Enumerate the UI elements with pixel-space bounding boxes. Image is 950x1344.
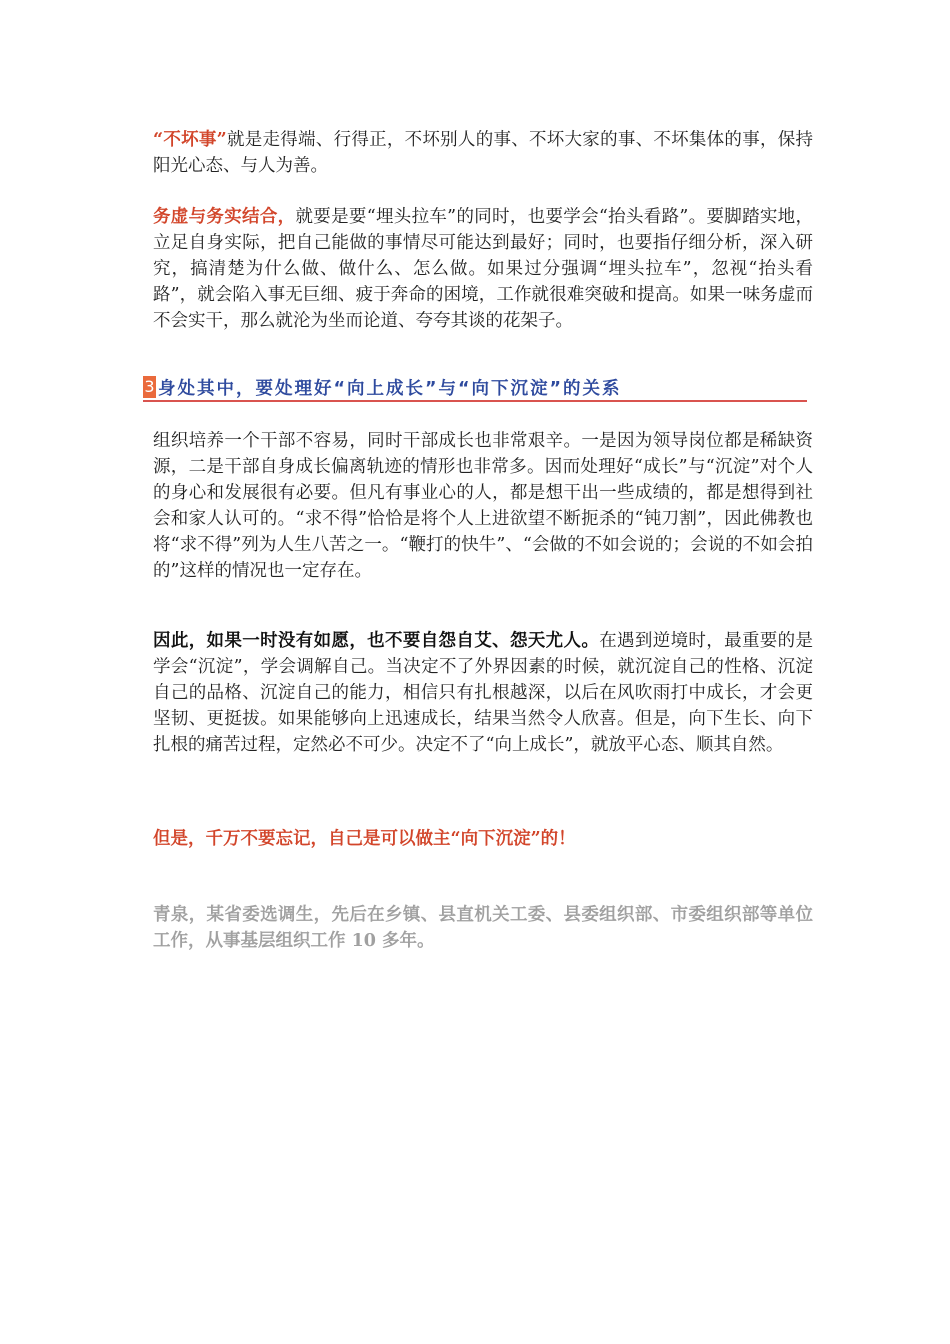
author-bio: [153, 902, 813, 954]
paragraph-lead: 务虚与务实结合，: [153, 207, 296, 227]
paragraph-bu-huai-shi: [153, 127, 813, 179]
section-number-badge: 3: [144, 377, 155, 396]
paragraph-body: 在遇到逆境时，最重要的是学会“沉淀”，学会调解自己。当决定不了外界因素的时候，就沉淀自己的性格、沉淀自己的品格、沉淀自己的能力，相信只有扎根越深，以后在风吹雨打中成长，才会更坚韧、更挺拔。如果能够向上迅速成长，结果当然令人欣喜。但是，向下生长、向下扎根的痛苦过程，定然必不可少。决定不了“向上成长”，就放平心态、顺其自然。: [153, 631, 814, 755]
paragraph-lead: “不坏事”: [153, 130, 227, 150]
paragraph-settle: [153, 628, 813, 758]
paragraph-body: 就是走得端、行得正，不坏别人的事、不坏大家的事、不坏集体的事，保持阳光心态、与人为善。: [153, 130, 813, 176]
section-heading: [143, 374, 807, 402]
section-title: 身处其中，要处理好“向上成长”与“向下沉淀”的关系: [158, 378, 622, 399]
paragraph-lead: 因此，如果一时没有如愿，也不要自怨自艾、怨天尤人。: [153, 631, 600, 651]
closing-statement: [153, 826, 813, 852]
paragraph-wu-xu-wu-shi: [153, 204, 813, 334]
author-bio-text: 青泉，某省委选调生，先后在乡镇、县直机关工委、县委组织部、市委组织部等单位工作，从事基层组织工作 10 多年。: [153, 905, 813, 951]
paragraph-body: 就要是要“埋头拉车”的同时，也要学会“抬头看路”。要脚踏实地，立足自身实际，把自己能做的事情尽可能达到最好；同时，也要指仔细分析，深入研究，搞清楚为什么做、做什么、怎么做。如果过分强调“埋头拉车”，忽视“抬头看路”，就会陷入事无巨细、疲于奔命的困境，工作就很难突破和提高。如果一味务虚而不会实干，那么就沦为坐而论道、夸夸其谈的花架子。: [153, 207, 813, 331]
paragraph-growth: [153, 428, 813, 584]
closing-text: 但是，千万不要忘记，自己是可以做主“向下沉淀”的！: [153, 829, 576, 849]
paragraph-body: 组织培养一个干部不容易，同时干部成长也非常艰辛。一是因为领导岗位都是稀缺资源，二是干部自身成长偏离轨迹的情形也非常多。因而处理好“成长”与“沉淀”对个人的身心和发展很有必要。但凡有事业心的人，都是想干出一些成绩的，都是想得到社会和家人认可的。“求不得”恰恰是将个人上进欲望不断扼杀的“钝刀割”，因此佛教也将“求不得”列为人生八苦之一。“鞭打的快牛”、“会做的不如会说的；会说的不如会拍的”这样的情况也一定存在。: [153, 431, 813, 581]
